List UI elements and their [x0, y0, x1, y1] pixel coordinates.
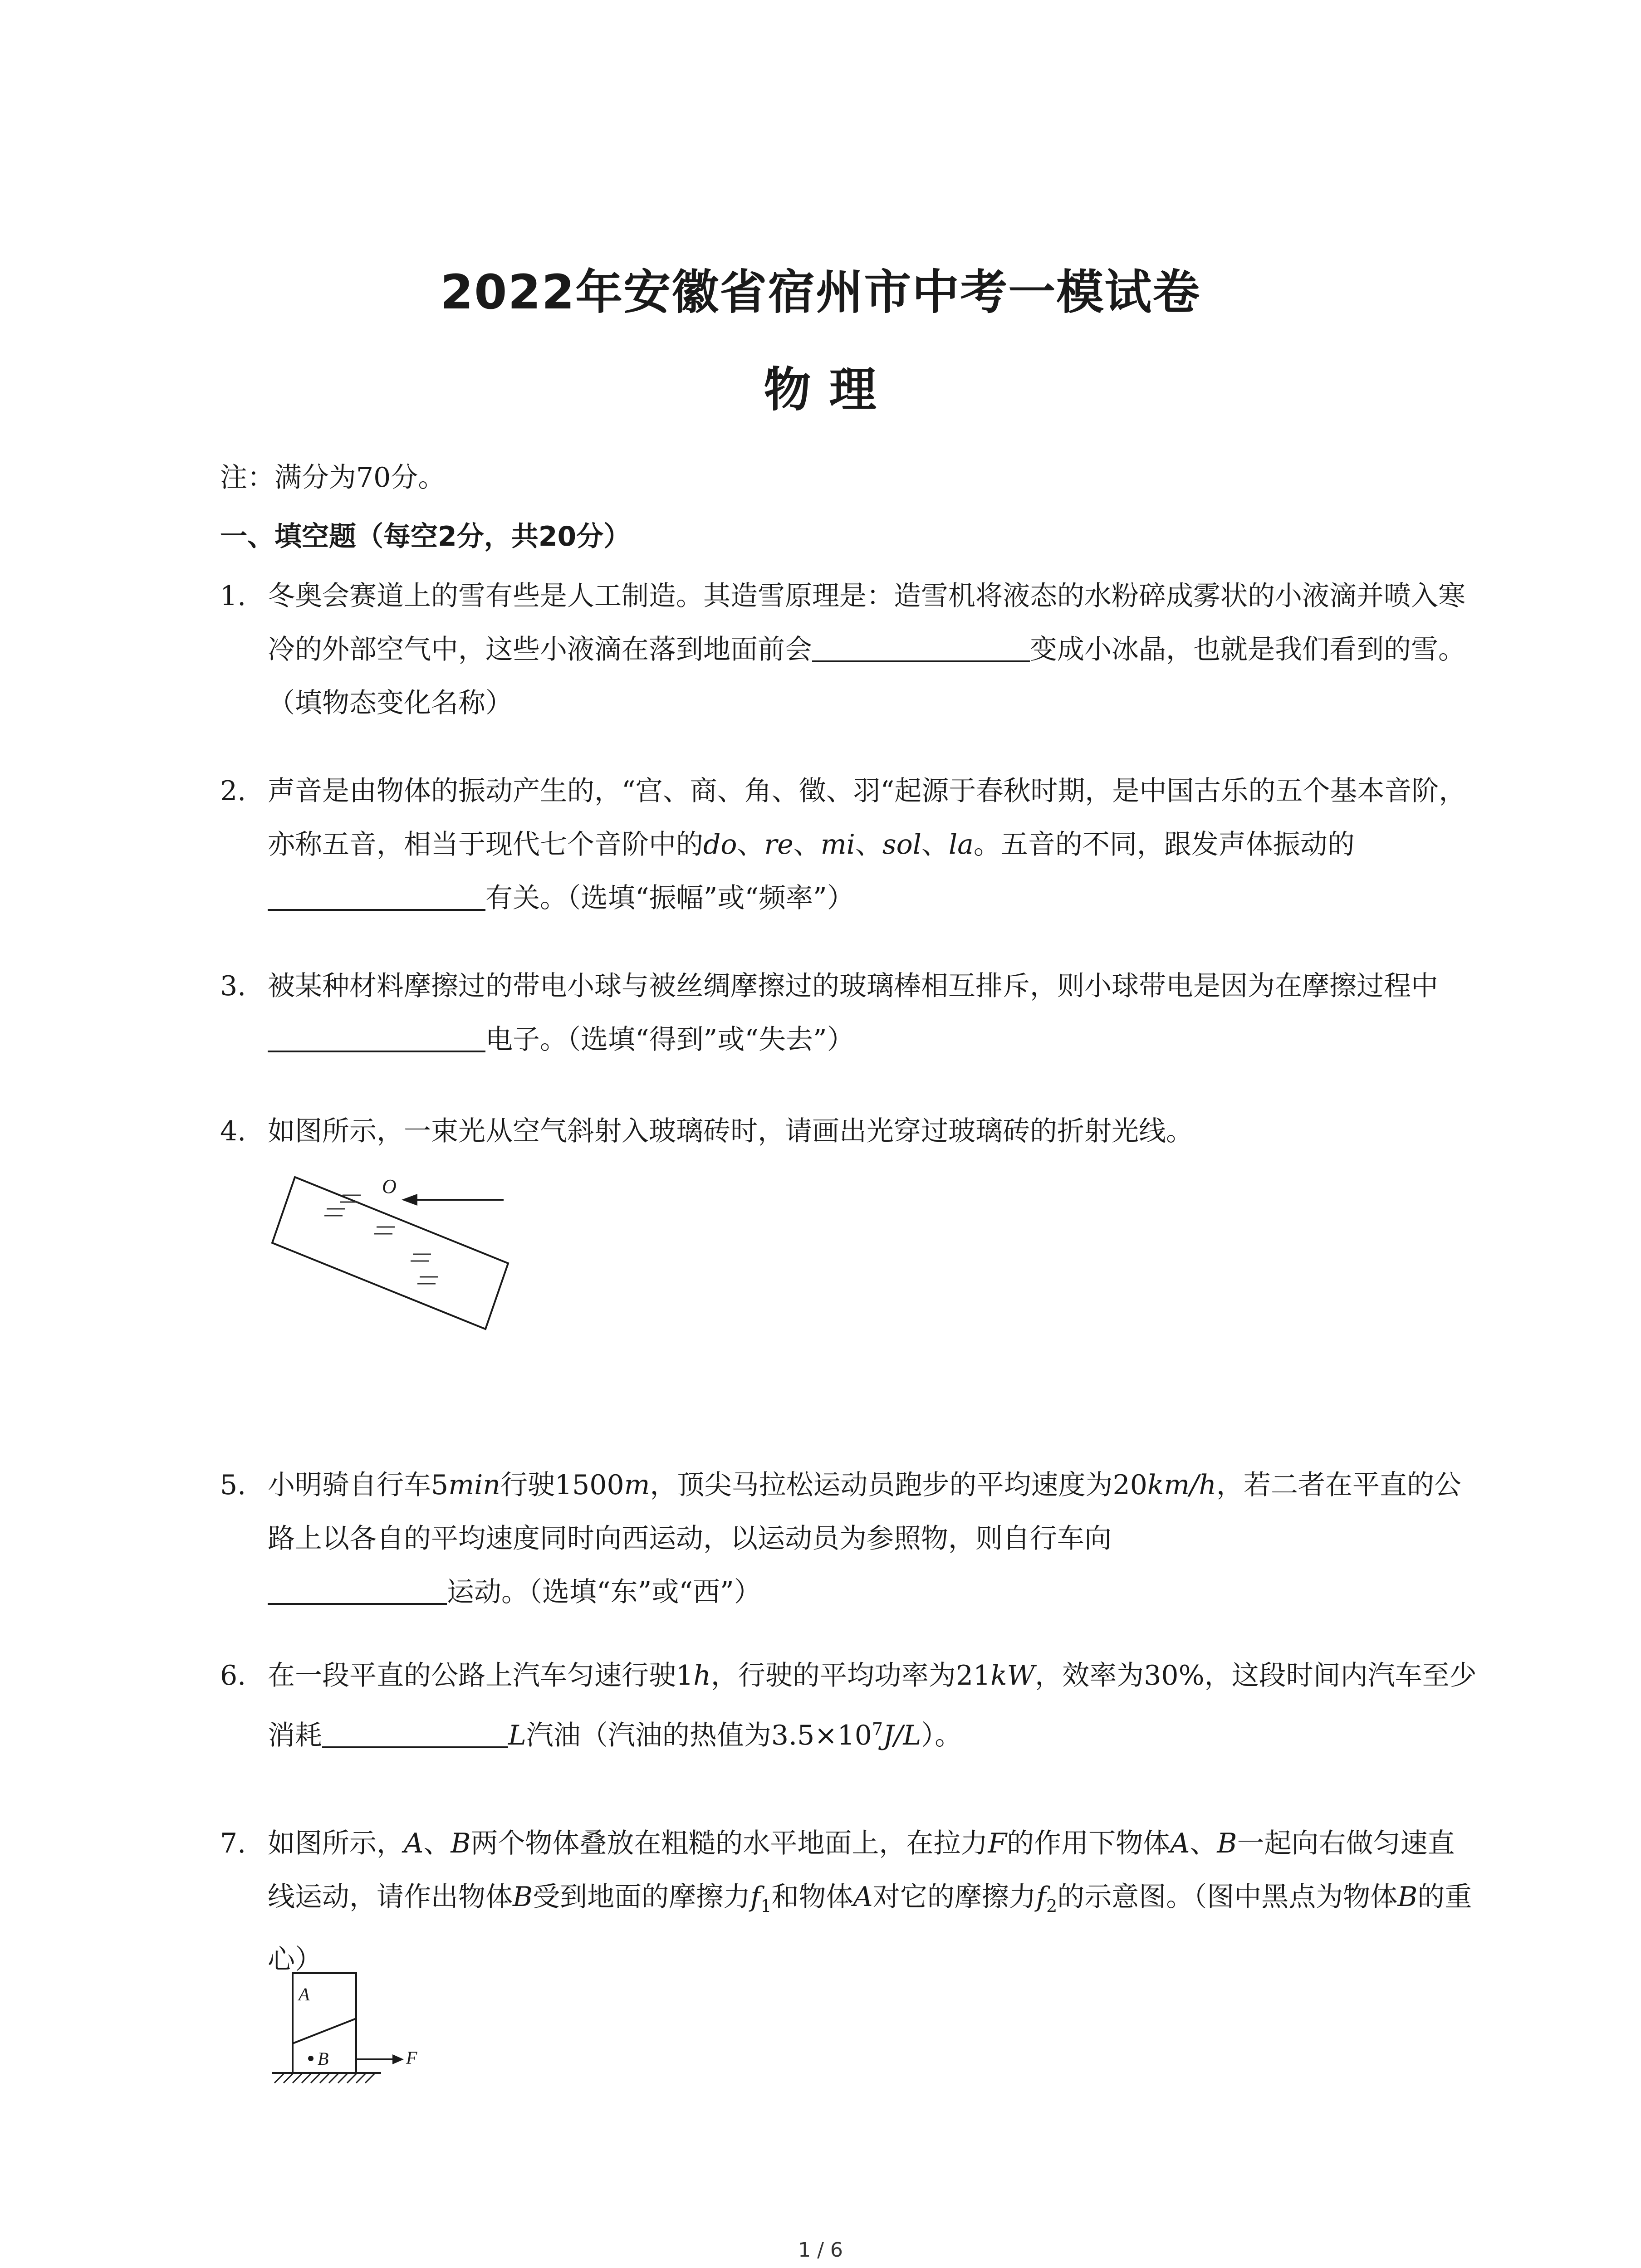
block-a-label: A [299, 1984, 310, 2004]
question-7 [220, 1817, 1477, 1986]
question-text: 汽油（汽油的热值为3.5×10 [526, 1720, 872, 1751]
page-number: 1 / 6 [798, 2239, 843, 2262]
question-number: 6. [220, 1660, 246, 1691]
question-number: 1. [220, 580, 246, 612]
question-text: 如图所示，一束光从空气斜射入玻璃砖时，请画出光穿过玻璃砖的折射光线。 [268, 1115, 1193, 1147]
question-text: ，行驶的平均功率为21 [710, 1660, 991, 1691]
unit-kmh: km/h [1147, 1469, 1216, 1501]
unit-kw: kW [990, 1660, 1035, 1691]
question-number: 2. [220, 775, 246, 807]
exam-note: 注：满分为70分。 [220, 462, 446, 494]
question-text: 电子。（选填“得到”或“失去”） [485, 1024, 854, 1056]
var-b: B [1217, 1828, 1237, 1859]
unit-m: m [624, 1469, 650, 1501]
question-text: 对它的摩擦力 [872, 1881, 1036, 1913]
question-text: 冬奥会赛道上的雪有些是人工制造。其造雪原理是：造雪机将液态的水粉碎成雾状的小液滴并喷入寒冷的外部空气中，这些小液滴在落到地面前会 [268, 580, 1465, 665]
var-b: B [1397, 1881, 1418, 1913]
question-text: 的作用下物体 [1007, 1828, 1171, 1859]
question-text: ）。 [921, 1720, 962, 1751]
question-text: 声音是由物体的振动产生的，“宫、商、角、徵、羽“起源于春秋时期，是中国古乐的五个基本音阶，亦称五音，相当于现代七个音阶中的 [268, 775, 1466, 860]
note-do: do [703, 829, 737, 860]
note-la: la [948, 829, 974, 860]
note-re: re [764, 829, 794, 860]
question-number: 7. [220, 1828, 246, 1859]
force-arrow [356, 2054, 404, 2064]
answer-blank[interactable] [268, 882, 485, 911]
subscript: 2 [1046, 1896, 1058, 1916]
glass-brick-figure [263, 1166, 517, 1338]
question-text: 、 [423, 1828, 451, 1859]
unit-min: min [448, 1469, 500, 1501]
answer-blank[interactable] [812, 633, 1030, 662]
question-text: 被某种材料摩擦过的带电小球与被丝绸摩擦过的玻璃棒相互排斥，则小球带电是因为在摩擦过程中 [268, 970, 1438, 1002]
ground [272, 2073, 381, 2083]
var-a: A [1170, 1828, 1190, 1859]
question-text: ，若二者在平直的公路上以各自的平均速度同时向西运动，以运动员为参照物，则自行车向 [268, 1469, 1461, 1554]
unit-l: L [508, 1720, 526, 1751]
blocks-figure [268, 1964, 440, 2091]
note-sol: sol [882, 829, 921, 860]
question-text: 的示意图。（图中黑点为物体 [1057, 1881, 1398, 1913]
question-text: 有关。（选填“振幅”或“频率”） [485, 882, 854, 914]
var-f: F [988, 1828, 1007, 1859]
question-5-cont [220, 1565, 1477, 1619]
page-title: 2022年安徽省宿州市中考一模试卷 [440, 264, 1201, 320]
var-f1: f [750, 1881, 761, 1913]
exponent: 7 [872, 1719, 883, 1739]
question-text: 变成小冰晶，也就是我们看到的雪。（填物态变化名称） [268, 634, 1465, 719]
var-b: B [451, 1828, 471, 1859]
question-text: 和物体 [771, 1881, 853, 1913]
question-text: 小明骑自行车5 [268, 1469, 449, 1501]
subscript: 1 [760, 1896, 772, 1916]
var-b: B [513, 1881, 533, 1913]
question-text: 。五音的不同，跟发声体振动的 [973, 829, 1355, 860]
question-text: 两个物体叠放在粗糙的水平地面上，在拉力 [470, 1828, 988, 1859]
unit-h: h [693, 1660, 711, 1691]
question-number: 5. [220, 1469, 246, 1501]
block-b-label: B [318, 2048, 329, 2069]
question-text: 、 [1190, 1828, 1217, 1859]
answer-blank[interactable] [268, 1023, 485, 1052]
answer-blank[interactable] [322, 1719, 508, 1748]
question-text: 运动。（选填“东”或“西”） [447, 1576, 761, 1608]
question-text: 在一段平直的公路上汽车匀速行驶1 [268, 1660, 694, 1691]
question-text: 如图所示， [268, 1828, 404, 1859]
question-number: 3. [220, 970, 246, 1002]
question-text: 行驶1500 [500, 1469, 624, 1501]
subject-title: 物 理 [764, 362, 877, 417]
incident-ray [402, 1194, 504, 1206]
question-text: 一起向右做匀速直线运动，请作出物体 [268, 1828, 1455, 1913]
note-mi: mi [820, 829, 855, 860]
point-o-label: O [382, 1175, 397, 1198]
question-2: 2. 声音是由物体的振动产生的，“宫、商、角、徵、羽“起源于春秋时期，是中国古乐的五个基本音阶，亦称五音，相当于现代七个音阶中的do、re、mi、sol、la。五音的不同，跟发声体振动的有关。（选填“振幅”或“频率”） [220, 764, 1477, 925]
question-text: 的重心） [268, 1881, 1472, 1975]
center-of-gravity-dot [308, 2056, 314, 2061]
question-4 [220, 1105, 1477, 1158]
section-heading: 一、填空题（每空2分，共20分） [220, 521, 631, 552]
question-text: ，效率为30%，这段时间内汽车至少消耗 [268, 1660, 1477, 1751]
force-f-label: F [406, 2048, 417, 2068]
question-number: 4. [220, 1115, 246, 1147]
var-f2: f [1036, 1881, 1047, 1913]
question-text: ，顶尖马拉松运动员跑步的平均速度为20 [650, 1469, 1147, 1501]
unit-jl: J/L [883, 1720, 921, 1751]
var-a: A [404, 1828, 424, 1859]
question-5 [220, 1458, 1477, 1565]
question-6 [220, 1649, 1477, 1762]
question-1 [220, 569, 1477, 730]
question-text: 受到地面的摩擦力 [533, 1881, 751, 1913]
question-3 [220, 959, 1477, 1066]
answer-blank[interactable] [268, 1576, 447, 1605]
var-a: A [853, 1881, 873, 1913]
